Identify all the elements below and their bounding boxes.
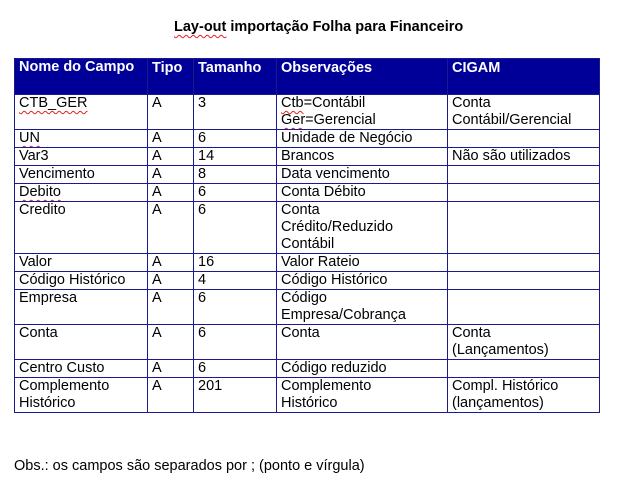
cell-observacoes: [277, 272, 448, 290]
cell-tamanho: 6: [194, 360, 277, 378]
cell-cigam: [448, 272, 600, 290]
observacao-line: Empresa/Cobrança: [281, 307, 406, 323]
cell-nome-do-campo: [15, 360, 148, 378]
cell-nome-do-campo: [15, 148, 148, 166]
cell-nome-do-campo: [15, 166, 148, 184]
observacao-line: Complemento: [281, 378, 372, 394]
header-tipo: Tipo: [148, 59, 194, 95]
cell-observacoes: [277, 130, 448, 148]
cell-nome-do-campo: [15, 272, 148, 290]
title-lay-out: Lay-out: [174, 19, 227, 35]
document-title: [174, 19, 463, 35]
header-observacoes: Observações: [277, 59, 448, 95]
cell-observacoes: [277, 148, 448, 166]
observacao-line: Conta Débito: [281, 184, 366, 200]
observacao-line: Histórico: [281, 395, 338, 411]
cell-tamanho: 6: [194, 325, 277, 360]
cell-nome-do-campo: [15, 202, 148, 254]
cell-tamanho: 6: [194, 290, 277, 325]
cell-cigam: [448, 130, 600, 148]
cigam-line: Conta: [452, 95, 491, 111]
cell-tipo: A: [148, 130, 194, 148]
cigam-line: (Lançamentos): [452, 342, 549, 358]
cell-observacoes: [277, 202, 448, 254]
cell-cigam: [448, 148, 600, 166]
cell-nome-do-campo: [15, 290, 148, 325]
observacao-line: Data vencimento: [281, 166, 390, 182]
cell-tamanho: 8: [194, 166, 277, 184]
field-name: Conta: [19, 325, 58, 341]
cigam-line: Não são utilizados: [452, 148, 571, 164]
cell-cigam: [448, 166, 600, 184]
layout-table: [14, 58, 600, 413]
field-name: Empresa: [19, 290, 78, 306]
cell-cigam: [448, 95, 600, 130]
field-name: Credito: [19, 202, 66, 218]
cigam-line: (lançamentos): [452, 395, 544, 411]
observacao-line: Código: [281, 290, 327, 306]
cell-cigam: [448, 184, 600, 202]
header-nome-do-campo: Nome do Campo: [15, 59, 148, 95]
observacao-line: [281, 95, 443, 112]
field-name: Vencimento: [19, 166, 95, 182]
field-name: Debito: [19, 184, 61, 200]
field-name: Var3: [19, 148, 49, 164]
cell-tipo: A: [148, 95, 194, 130]
cell-tipo: A: [148, 290, 194, 325]
title-rest: importação Folha para Financeiro: [226, 19, 464, 35]
cell-tipo: A: [148, 202, 194, 254]
cell-cigam: [448, 202, 600, 254]
cell-observacoes: [277, 290, 448, 325]
cell-nome-do-campo: [15, 95, 148, 130]
observacao-line: Contábil: [281, 236, 335, 252]
cell-cigam: [448, 378, 600, 413]
cell-tipo: A: [148, 378, 194, 413]
cell-tipo: A: [148, 166, 194, 184]
cell-tipo: A: [148, 360, 194, 378]
table-row: [15, 325, 600, 360]
observacao-line: Valor Rateio: [281, 254, 360, 270]
table-row: [15, 290, 600, 325]
observacao-rest: =Gerencial: [305, 112, 376, 128]
cell-observacoes: [277, 360, 448, 378]
cell-tipo: A: [148, 148, 194, 166]
cell-observacoes: [277, 95, 448, 130]
spellcheck-word: Ctb: [281, 95, 304, 111]
cigam-line: Compl. Histórico: [452, 378, 559, 394]
cell-tamanho: 6: [194, 130, 277, 148]
cell-observacoes: [277, 184, 448, 202]
field-name: Complemento Histórico: [19, 378, 110, 411]
cell-tipo: A: [148, 184, 194, 202]
observacao-line: Brancos: [281, 148, 335, 164]
cell-nome-do-campo: [15, 378, 148, 413]
table-row: [15, 378, 600, 413]
cigam-line: Conta: [452, 325, 491, 341]
cell-tamanho: 201: [194, 378, 277, 413]
cell-observacoes: [277, 378, 448, 413]
observacao-line: Unidade de Negócio: [281, 130, 413, 146]
observacao-line: [281, 112, 443, 129]
table-row: [15, 184, 600, 202]
cell-observacoes: [277, 325, 448, 360]
cell-tipo: A: [148, 272, 194, 290]
cell-tamanho: 4: [194, 272, 277, 290]
table-row: [15, 95, 600, 130]
field-name: CTB_GER: [19, 95, 88, 111]
observacao-line: Código Histórico: [281, 272, 388, 288]
table-row: [15, 254, 600, 272]
cell-observacoes: [277, 254, 448, 272]
header-cigam: CIGAM: [448, 59, 600, 95]
table-row: [15, 166, 600, 184]
table-row: [15, 148, 600, 166]
observacao-rest: =Contábil: [303, 95, 366, 111]
field-name: Centro Custo: [19, 360, 105, 376]
cell-cigam: [448, 325, 600, 360]
table-row: [15, 130, 600, 148]
cell-tipo: A: [148, 325, 194, 360]
cell-tamanho: 16: [194, 254, 277, 272]
field-name: UN: [19, 130, 40, 146]
cigam-line: Contábil/Gerencial: [452, 112, 572, 128]
field-name: Valor: [19, 254, 52, 270]
field-name: Código Histórico: [19, 272, 126, 288]
table-row: [15, 360, 600, 378]
header-tamanho: Tamanho: [194, 59, 277, 95]
cell-nome-do-campo: [15, 254, 148, 272]
table-row: [15, 202, 600, 254]
cell-tamanho: 14: [194, 148, 277, 166]
table-row: [15, 272, 600, 290]
cell-tipo: A: [148, 254, 194, 272]
cell-tamanho: 6: [194, 202, 277, 254]
footnote-observation: Obs.: os campos são separados por ; (ponto e vírgula): [14, 458, 365, 474]
cell-cigam: [448, 290, 600, 325]
table-body: [15, 95, 600, 413]
cell-tamanho: 3: [194, 95, 277, 130]
cell-observacoes: [277, 166, 448, 184]
spellcheck-word: Ger: [281, 112, 306, 128]
cell-cigam: [448, 254, 600, 272]
observacao-line: Conta: [281, 202, 320, 218]
cell-cigam: [448, 360, 600, 378]
table-header-row: [15, 59, 600, 95]
cell-nome-do-campo: [15, 130, 148, 148]
cell-nome-do-campo: [15, 184, 148, 202]
observacao-line: Conta: [281, 325, 320, 341]
observacao-line: Código reduzido: [281, 360, 387, 376]
cell-nome-do-campo: [15, 325, 148, 360]
observacao-line: Crédito/Reduzido: [281, 219, 394, 235]
cell-tamanho: 6: [194, 184, 277, 202]
